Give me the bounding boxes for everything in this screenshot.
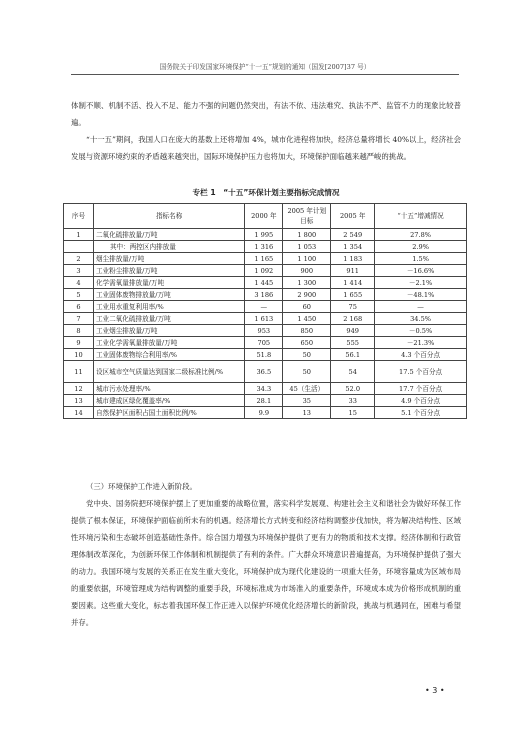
cell-no: 5	[64, 289, 94, 301]
table-row	[64, 265, 467, 277]
cell-plan: 50	[283, 349, 331, 361]
cell-no: 9	[64, 337, 94, 349]
cell-2005: 52.0	[331, 383, 375, 395]
cell-2000: 1 613	[245, 313, 283, 325]
cell-2005: 1 414	[331, 277, 375, 289]
cell-2000: 34.3	[245, 383, 283, 395]
table-row	[64, 301, 467, 313]
cell-plan: 35	[283, 395, 331, 407]
header-2005: 2005 年	[331, 204, 375, 229]
table-row	[64, 313, 467, 325]
cell-2005: 15	[331, 407, 375, 419]
cell-2005: 1 655	[331, 289, 375, 301]
cell-change: 34.5%	[375, 313, 467, 325]
cell-change: 5.1 个百分点	[375, 407, 467, 419]
paragraph-3: 党中央、国务院把环境保护摆上了更加重要的战略位置，落实科学发展观、构建社会主义和谐社会为做好环保工作提供了根本保证，环境保护面临前所未有的机遇。经济增长方式转变和经济结构调整步伐加快，将为解决结构性、区域性环境污染和生态破坏创造基础性条件。综合国力增强为环境保护提供了更有力的物质和技术支撑。经济体制和行政管理体制改革深化，为创新环保工作体制和机制提供了有利的条件。广大群众环境意识普遍提高，为环境保护提供了强大的动力。我国环境与发展的关系正在发生重大变化，环境保护成为现代化建设的一项重大任务，环境容量成为区域布局的重要依据，环境管理成为结构调整的重要手段，环境标准成为市场准入的重要条件，环境成本成为价格形成机制的重要因素。这些重大变化，标志着我国环保工作正进入以保护环境优化经济增长的新阶段，挑战与机遇同在，困难与希望并存。	[71, 499, 461, 627]
cell-change: －48.1%	[375, 289, 467, 301]
table-row	[64, 383, 467, 395]
cell-plan: 850	[283, 325, 331, 337]
cell-2000: 1 995	[245, 229, 283, 241]
table-row	[64, 349, 467, 361]
cell-name: 工业二氧化硫排放量/万吨	[93, 313, 244, 325]
table-row	[64, 241, 467, 253]
table-caption: 专栏 1 “十五”环保计划主要指标完成情况	[192, 188, 340, 197]
cell-no: 1	[64, 229, 94, 241]
cell-2005: 949	[331, 325, 375, 337]
table-row	[64, 289, 467, 301]
cell-no: 11	[64, 361, 94, 383]
cell-change: 2.9%	[375, 241, 467, 253]
cell-name: 自然保护区面积占国土面积比例/%	[93, 407, 244, 419]
cell-2000: 28.1	[245, 395, 283, 407]
paragraph-2: “十一五”期间，我国人口在庞大的基数上还将增加 4%，城市化进程将加快，经济总量将增长 40%以上，经济社会发展与资源环境约束的矛盾越来越突出，国际环境保护压力也将加大，环境保护面临越来越严峻的挑战。	[71, 135, 461, 161]
cell-plan: 2 900	[283, 289, 331, 301]
cell-2000: 1 165	[245, 253, 283, 265]
cell-name: 二氧化硫排放量/万吨	[93, 229, 244, 241]
cell-2005: 33	[331, 395, 375, 407]
cell-no: 14	[64, 407, 94, 419]
table-header-row	[64, 204, 467, 229]
cell-name: 工业固体废物排放量/万吨	[93, 289, 244, 301]
cell-name: 化学需氧量排放量/万吨	[93, 277, 244, 289]
header-no: 序号	[64, 204, 94, 229]
page-number: • 3 •	[425, 686, 445, 695]
cell-2000: 1 316	[245, 241, 283, 253]
cell-plan: 13	[283, 407, 331, 419]
cell-2000: —	[245, 301, 283, 313]
cell-2000: 9.9	[245, 407, 283, 419]
cell-no: 8	[64, 325, 94, 337]
cell-change: 27.8%	[375, 229, 467, 241]
cell-name: 工业粉尘排放量/万吨	[93, 265, 244, 277]
table-row	[64, 277, 467, 289]
cell-plan: 1 450	[283, 313, 331, 325]
indicator-table	[63, 203, 467, 419]
cell-2000: 705	[245, 337, 283, 349]
cell-plan: 1 053	[283, 241, 331, 253]
cell-no: 6	[64, 301, 94, 313]
cell-name: 工业固体废物综合利用率/%	[93, 349, 244, 361]
cell-2000: 51.8	[245, 349, 283, 361]
cell-plan: 900	[283, 265, 331, 277]
cell-2005: 75	[331, 301, 375, 313]
cell-name: 城市建成区绿化覆盖率/%	[93, 395, 244, 407]
cell-change: 4.3 个百分点	[375, 349, 467, 361]
cell-change: －16.6%	[375, 265, 467, 277]
cell-no: 3	[64, 265, 94, 277]
cell-2000: 1 445	[245, 277, 283, 289]
cell-change: 1.5%	[375, 253, 467, 265]
cell-plan: 50	[283, 361, 331, 383]
cell-name: 其中：两控区内排放量	[93, 241, 244, 253]
cell-no: 10	[64, 349, 94, 361]
cell-change: －0.5%	[375, 325, 467, 337]
cell-2005: 555	[331, 337, 375, 349]
cell-no: 2	[64, 253, 94, 265]
cell-no	[64, 241, 94, 253]
cell-2005: 1 183	[331, 253, 375, 265]
cell-name: 设区城市空气质量达到国家二级标准比例/%	[93, 361, 244, 383]
table-row	[64, 361, 467, 383]
cell-name: 工业用水重复利用率/%	[93, 301, 244, 313]
cell-change: 4.9 个百分点	[375, 395, 467, 407]
cell-name: 烟尘排放量/万吨	[93, 253, 244, 265]
cell-2000: 953	[245, 325, 283, 337]
table-row	[64, 407, 467, 419]
cell-change: 17.7 个百分点	[375, 383, 467, 395]
cell-no: 7	[64, 313, 94, 325]
cell-plan: 650	[283, 337, 331, 349]
cell-2000: 3 186	[245, 289, 283, 301]
cell-change: —	[375, 301, 467, 313]
table-row	[64, 253, 467, 265]
table-row	[64, 325, 467, 337]
cell-2005: 56.1	[331, 349, 375, 361]
cell-change: －2.1%	[375, 277, 467, 289]
cell-2005: 2 168	[331, 313, 375, 325]
cell-no: 4	[64, 277, 94, 289]
header-2000: 2000 年	[245, 204, 283, 229]
header-2005-plan: 2005 年计划目标	[283, 204, 331, 229]
table-row	[64, 337, 467, 349]
cell-name: 城市污水处理率/%	[93, 383, 244, 395]
table-row	[64, 229, 467, 241]
cell-plan: 45（生活）	[283, 383, 331, 395]
section-heading: （三）环境保护工作进入新阶段。	[86, 482, 197, 491]
cell-name: 工业烟尘排放量/万吨	[93, 325, 244, 337]
cell-2005: 2 549	[331, 229, 375, 241]
cell-plan: 60	[283, 301, 331, 313]
table-row	[64, 395, 467, 407]
header-change: “十五”增减情况	[375, 204, 467, 229]
cell-2005: 1 354	[331, 241, 375, 253]
cell-2000: 36.5	[245, 361, 283, 383]
cell-2000: 1 092	[245, 265, 283, 277]
cell-change: 17.5 个百分点	[375, 361, 467, 383]
running-header: 国务院关于印发国家环境保护“十一五”规划的通知（国发[2007]37 号）	[71, 61, 459, 75]
cell-plan: 1 300	[283, 277, 331, 289]
paragraph-1: 体制不顺、机制不活、投入不足、能力不强的问题仍然突出，有法不依、违法难究、执法不严、监管不力的现象比较普遍。	[71, 101, 461, 127]
header-name: 指标名称	[93, 204, 244, 229]
cell-change: －21.3%	[375, 337, 467, 349]
cell-no: 12	[64, 383, 94, 395]
cell-2005: 911	[331, 265, 375, 277]
cell-plan: 1 100	[283, 253, 331, 265]
cell-2005: 54	[331, 361, 375, 383]
cell-plan: 1 800	[283, 229, 331, 241]
cell-name: 工业化学需氧量排放量/万吨	[93, 337, 244, 349]
cell-no: 13	[64, 395, 94, 407]
